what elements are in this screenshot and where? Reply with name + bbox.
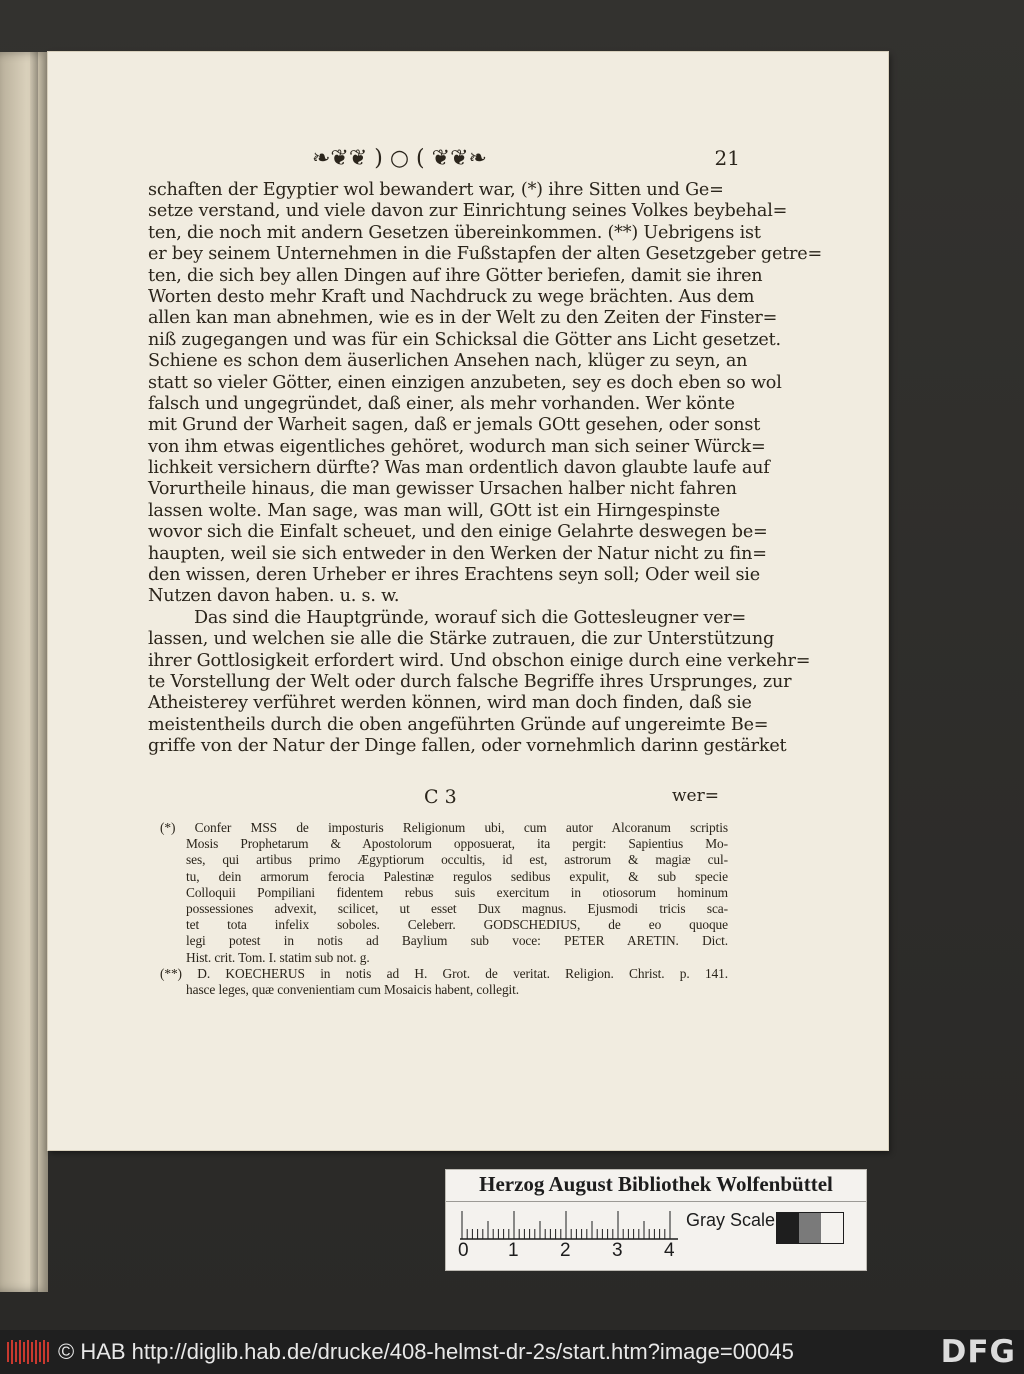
- gray-swatch-light: [821, 1213, 843, 1243]
- copyright-url[interactable]: © HAB http://diglib.hab.de/drucke/408-helmst-dr-2s/start.htm?image=00045: [58, 1339, 794, 1364]
- text-line: wovor sich die Einfalt scheuet, und den einige Gelahrte deswegen be=: [148, 522, 768, 543]
- text-line: mit Grund der Warheit sagen, daß er jemals GOtt gesehen, oder sonst: [148, 415, 761, 436]
- footnote-line: (*) Confer MSS de imposturis Religionum ubi, cum autor Alcoranum scriptis: [160, 820, 728, 835]
- text-line: von ihm etwas eigentliches gehöret, wodurch man sich seiner Würck=: [148, 436, 766, 457]
- running-head-ornament: ❧❦❦ ) ○ ( ❦❦❧: [312, 146, 487, 171]
- ruler-numbers: [454, 1240, 684, 1262]
- footnote-line: (**) D. KOECHERUS in notis ad H. Grot. de veritat. Religion. Christ. p. 141.: [160, 965, 728, 981]
- ruler-scale: [460, 1210, 678, 1240]
- text-line: ten, die sich bey allen Dingen auf ihre Götter beriefen, damit sie ihren: [148, 265, 763, 286]
- previous-page-edge: [0, 52, 48, 1292]
- footnote-line: possessiones advexit, scilicet, ut esset Dux magnus. Ejusmodi tricis sca-: [186, 900, 728, 916]
- footnote-line: legi potest in notis ad Baylium sub voce: PETER ARETIN. Dict.: [186, 933, 728, 949]
- text-line: er bey seinem Unternehmen in die Fußstapfen der alten Gesetzgeber getre=: [148, 244, 822, 265]
- ruler-number: 4: [664, 1240, 675, 1261]
- ruler-number: 0: [458, 1240, 469, 1261]
- gray-swatch-dark: [777, 1213, 799, 1243]
- footnote-line: tet tota infelix soboles. Celeberr. GODSCHEDIUS, de eo quoque: [186, 917, 728, 933]
- text-line: lichkeit versichern dürfte? Was man ordentlich davon glaubte laufe auf: [148, 458, 770, 479]
- text-line: Worten desto mehr Kraft und Nachdruck zu wege brächten. Aus dem: [148, 286, 755, 307]
- footnote-line: Colloquii Pompiliani fidentem rebus suis exercitum in otiosorum hominum: [186, 884, 728, 900]
- color-calibration-bar: [446, 1170, 866, 1270]
- footnote-line: ses, qui artibus primo Ægyptiorum occultis, id est, astrorum & magiæ cul-: [186, 852, 728, 868]
- text-line: setze verstand, und viele davon zur Einrichtung seines Volkes beybehal=: [148, 201, 788, 222]
- text-line: statt so vieler Götter, einen einzigen anzubeten, sey es doch eben so wol: [148, 372, 782, 393]
- gray-swatch-mid: [799, 1213, 821, 1243]
- ruler-number: 1: [508, 1240, 519, 1261]
- book-gutter: [30, 52, 38, 1292]
- text-line: den wissen, deren Urheber er ihres Erachtens seyn soll; Oder weil sie: [148, 565, 760, 586]
- text-line: Vorurtheile hinaus, die man gewisser Ursachen halber nicht fahren: [148, 479, 737, 500]
- text-line: Das sind die Hauptgründe, worauf sich die Gottesleugner ver=: [194, 607, 747, 628]
- page-number: 21: [714, 146, 740, 170]
- library-name: Herzog August Bibliothek Wolfenbüttel: [446, 1172, 866, 1202]
- footnote-line: Mosis Prophetarum & Apostolorum opposuerat, ita pergit: Sapientius Mo-: [186, 836, 728, 852]
- footnote-line: Hist. crit. Tom. I. statim sub not. g.: [186, 949, 370, 965]
- main-text: [148, 180, 822, 758]
- text-line: lassen wolte. Man sage, was man will, GOtt ist ein Hirngespinste: [148, 500, 720, 521]
- text-line: lassen, und welchen sie alle die Stärke zutrauen, die zur Unterstützung: [148, 629, 775, 650]
- text-line: ten, die noch mit andern Gesetzen übereinkommen. (**) Uebrigens ist: [148, 222, 761, 243]
- text-line: Schiene es schon dem äuserlichen Ansehen nach, klüger zu seyn, an: [148, 351, 748, 372]
- footnote-line: tu, dein armorum ferocia Palestinæ regulos sedibus expulit, & sub specie: [186, 868, 728, 884]
- text-line: meistentheils durch die oben angeführten Gründe auf ungereimte Be=: [148, 714, 769, 735]
- text-line: Nutzen davon haben. u. s. w.: [148, 586, 400, 607]
- ruler-number: 3: [612, 1240, 623, 1261]
- ruler-number: 2: [560, 1240, 571, 1261]
- text-line: falsch und ungegründet, daß einer, als mehr vorhanden. Wer könte: [148, 393, 735, 414]
- text-line: niß zugegangen und was für ein Schicksal die Götter ans Licht gesetzet.: [148, 329, 781, 350]
- text-line: Atheisterey verführet werden können, wird man doch finden, daß sie: [148, 693, 752, 714]
- text-line: ihrer Gottlosigkeit erfordert wird. Und obschon einige durch eine verkehr=: [148, 650, 811, 671]
- text-line: haupten, weil sie sich entweder in den Werken der Natur nicht zu fin=: [148, 543, 767, 564]
- gray-scale-label: Gray Scale: [686, 1210, 776, 1230]
- text-line: allen kan man abnehmen, wie es in der Welt zu den Zeiten der Finster=: [148, 308, 778, 329]
- footnote-line: hasce leges, quæ convenientiam cum Mosaicis habent, collegit.: [186, 981, 520, 997]
- signature-mark: C 3: [424, 786, 457, 808]
- footnotes: [160, 820, 728, 998]
- gray-scale-swatches: [776, 1212, 844, 1244]
- dfg-logo: DFG: [940, 1334, 1016, 1370]
- text-line: schaften der Egyptier wol bewandert war, (*) ihre Sitten und Ge=: [148, 180, 724, 200]
- text-line: te Vorstellung der Welt oder durch falsche Begriffe ihres Ursprunges, zur: [148, 671, 792, 692]
- footer-bar: [0, 1330, 1024, 1374]
- catchword: wer=: [672, 786, 719, 806]
- hab-library-logo: [6, 1338, 50, 1366]
- text-line: griffe von der Natur der Dinge fallen, oder vornehmlich darinn gestärket: [148, 736, 787, 757]
